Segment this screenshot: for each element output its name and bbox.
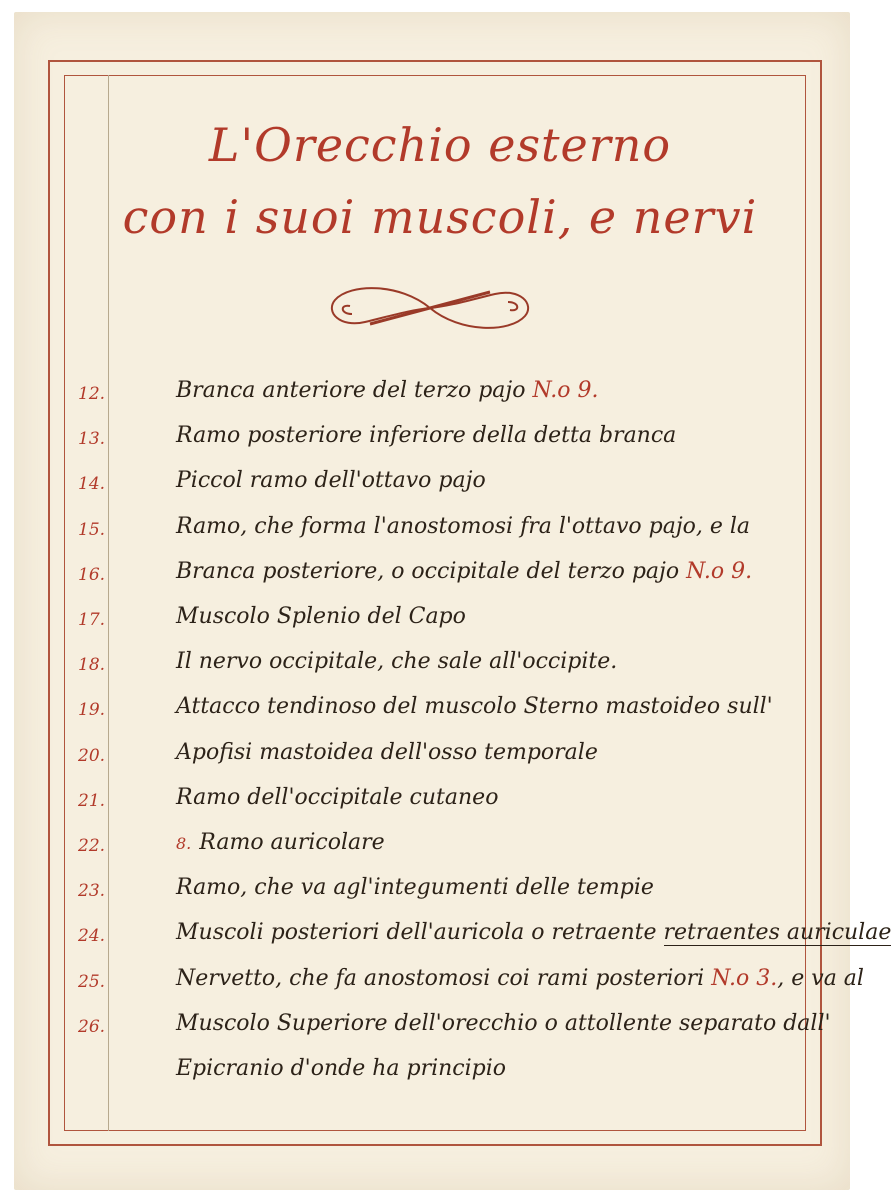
entry-number: 13. [78, 429, 106, 450]
entry-row [0, 1056, 863, 1100]
entry-number: 26. [78, 1016, 106, 1037]
entry-reference: N.o 3. [711, 965, 778, 991]
entry-label: Apofisi mastoidea dell'osso temporale [176, 739, 598, 765]
entry-text [176, 514, 796, 539]
entry-row [0, 785, 863, 829]
entry-number: 23. [78, 881, 106, 902]
entry-number: 21. [78, 790, 106, 811]
entry-tail: , e va al [777, 965, 864, 991]
entry-text [176, 965, 864, 991]
entry-row [0, 1011, 863, 1055]
entry-number: 20. [78, 745, 106, 766]
entry-number: 19. [78, 700, 106, 721]
entry-row [0, 559, 863, 603]
entry-row [0, 694, 863, 738]
entry-row [0, 514, 863, 558]
flourish-ornament [310, 278, 550, 338]
entry-number: 25. [78, 971, 106, 992]
entry-number: 15. [78, 519, 106, 540]
entry-number: 18. [78, 655, 106, 676]
entry-text [176, 378, 796, 403]
entry-row [0, 740, 863, 784]
entry-row [0, 423, 863, 467]
entry-label: Ramo auricolare [199, 830, 385, 855]
entry-label: Ramo, che va agl'integumenti delle tempie [176, 875, 654, 901]
entry-label: Piccol ramo dell'ottavo pajo [176, 468, 486, 494]
entry-label: Attacco tendinoso del muscolo Sterno mastoideo sull' [176, 694, 773, 720]
entry-reference: N.o 9. [686, 558, 753, 584]
entry-row [0, 830, 863, 874]
entry-label: Muscolo Superiore dell'orecchio o attollente separato dall' [176, 1010, 831, 1036]
entry-text [176, 1056, 796, 1081]
entry-text [176, 423, 796, 448]
entry-number: 16. [78, 564, 106, 585]
title-line-2: con i suoi muscoli, e nervi [122, 190, 758, 244]
entry-label: Branca anteriore del terzo pajo [176, 378, 533, 403]
entry-row [0, 468, 863, 512]
entry-row [0, 649, 863, 693]
entry-text [176, 604, 796, 629]
entry-number: 17. [78, 610, 106, 630]
entry-label: Ramo posteriore inferiore della detta branca [176, 423, 677, 449]
entry-text [176, 830, 796, 855]
entry-row [0, 378, 863, 422]
entry-text [176, 468, 796, 493]
entry-text [176, 559, 796, 584]
entry-label: Il nervo occipitale, che sale all'occipite. [176, 649, 618, 675]
entry-text [176, 694, 796, 719]
entry-row [0, 920, 891, 964]
entry-text [176, 649, 796, 674]
entry-text [176, 740, 796, 765]
entry-label: Epicranio d'onde ha principio [176, 1056, 507, 1081]
entry-number: 14. [78, 474, 106, 495]
entry-row [0, 875, 863, 919]
entry-prefix: 8. [176, 834, 192, 853]
entry-text [176, 785, 796, 810]
entry-row [0, 966, 863, 1010]
entry-reference: N.o 9. [532, 378, 599, 403]
entry-number: 22. [78, 836, 106, 856]
entry-text [176, 920, 891, 946]
entry-number: 24. [78, 926, 106, 947]
entry-text [176, 1010, 831, 1036]
entry-label: Muscoli posteriori dell'auricola o retraente [176, 920, 664, 946]
entry-text [176, 875, 796, 900]
entry-underlined-term: retraentes auriculae [663, 920, 891, 946]
entry-label: Ramo, che forma l'anostomosi fra l'ottavo pajo, e la [176, 513, 751, 539]
entry-label: Muscolo Splenio del Capo [176, 604, 466, 629]
entry-label: Branca posteriore, o occipitale del terzo pajo [176, 558, 687, 584]
entry-number: 12. [78, 384, 106, 404]
entry-row [0, 604, 863, 648]
title-line-1: L'Orecchio esterno [208, 118, 672, 172]
entry-label: Ramo dell'occipitale cutaneo [176, 784, 499, 810]
entry-label: Nervetto, che fa anostomosi coi rami posteriori [176, 965, 712, 991]
